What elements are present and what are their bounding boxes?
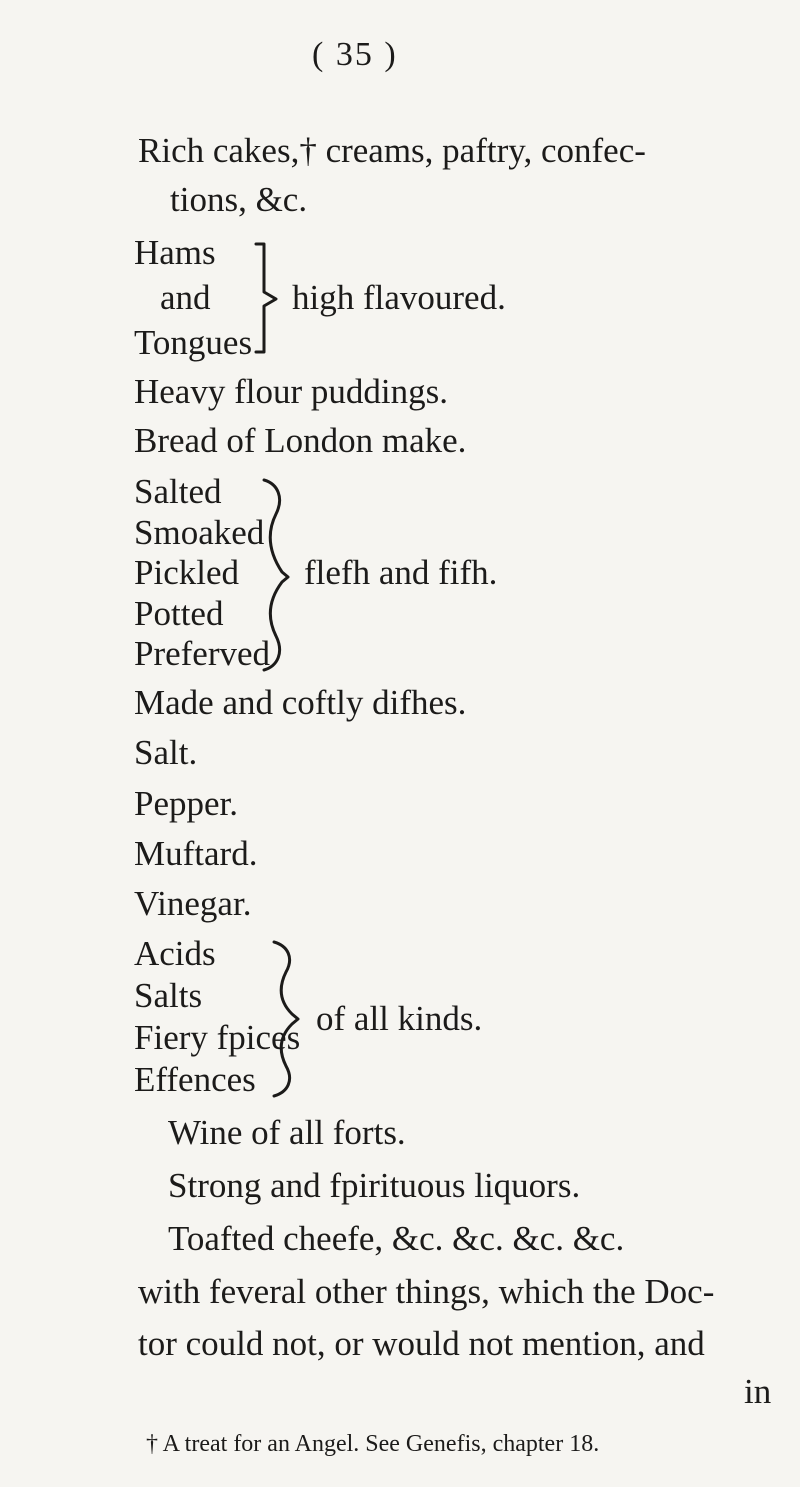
catchword: in: [744, 1372, 772, 1411]
text-line-salt: Salt.: [134, 733, 198, 772]
text-line-vinegar: Vinegar.: [134, 884, 252, 923]
text-line-strong: Strong and fpirituous liquors.: [168, 1166, 581, 1205]
group-item-acids: Acids: [134, 934, 216, 973]
group-item-fiery-spices: Fiery fpices: [134, 1018, 301, 1057]
text-line-heavy-flour: Heavy flour puddings.: [134, 372, 448, 411]
page-number: ( 35 ): [312, 36, 398, 73]
footnote: † A treat for an Angel. See Genefis, chapter 18.: [146, 1431, 600, 1457]
group-item-potted: Potted: [134, 594, 224, 633]
text-line-with-several: with feveral other things, which the Doc-: [138, 1272, 715, 1311]
group-item-hams: Hams: [134, 233, 216, 272]
text-line-bread: Bread of London make.: [134, 421, 467, 460]
group-item-salted: Salted: [134, 472, 222, 511]
group-label-flesh-and-fish: flefh and fifh.: [304, 553, 498, 592]
group-item-tongues: Tongues: [134, 323, 253, 362]
text-line-rich-cakes: Rich cakes,† creams, paftry, confec-: [138, 131, 646, 170]
text-line-wine: Wine of all forts.: [168, 1113, 406, 1152]
group-item-pickled: Pickled: [134, 553, 239, 592]
text-line-tions: tions, &c.: [170, 180, 308, 219]
group-item-essences: Effences: [134, 1060, 256, 1099]
text-line-could-not: tor could not, or would not mention, and: [138, 1324, 705, 1363]
right-brace-icon: [252, 240, 288, 358]
group-label-of-all-kinds: of all kinds.: [316, 999, 483, 1038]
group-item-smoaked: Smoaked: [134, 513, 265, 552]
right-brace-icon: [258, 474, 300, 674]
group-item-and: and: [160, 278, 211, 317]
group-item-preferved: Preferved: [134, 634, 271, 673]
group-item-salts: Salts: [134, 976, 203, 1015]
text-line-toasted: Toafted cheefe, &c. &c. &c. &c.: [168, 1219, 625, 1258]
text-line-made-dishes: Made and coftly difhes.: [134, 683, 467, 722]
right-brace-icon: [268, 936, 310, 1102]
group-label-high-flavoured: high flavoured.: [292, 278, 506, 317]
text-line-pepper: Pepper.: [134, 784, 239, 823]
text-line-mustard: Muftard.: [134, 834, 258, 873]
